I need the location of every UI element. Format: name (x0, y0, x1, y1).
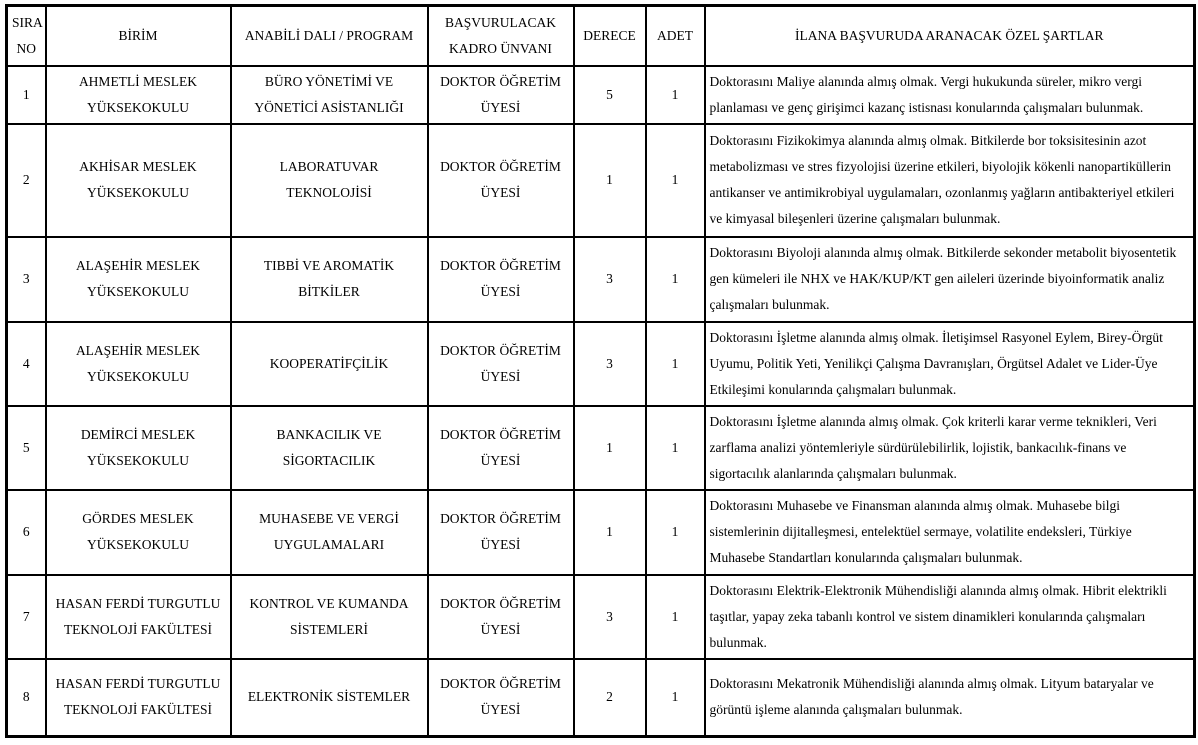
table-row (7, 490, 1195, 575)
cell-adet: 1 (646, 237, 705, 322)
cell-birim: ALAŞEHİR MESLEK YÜKSEKOKULU (46, 237, 231, 322)
cell-sira-no: 4 (7, 322, 46, 406)
table-row (7, 322, 1195, 406)
cell-program: BANKACILIK VE SİGORTACILIK (231, 406, 428, 490)
cell-birim: ALAŞEHİR MESLEK YÜKSEKOKULU (46, 322, 231, 406)
cell-kadro: DOKTOR ÖĞRETİM ÜYESİ (428, 66, 574, 124)
header-cell-derece: DERECE (574, 6, 646, 66)
cell-birim: AHMETLİ MESLEK YÜKSEKOKULU (46, 66, 231, 124)
cell-derece: 1 (574, 490, 646, 575)
cell-program: ELEKTRONİK SİSTEMLER (231, 659, 428, 737)
header-cell-ozel-sartlar: İLANA BAŞVURUDA ARANACAK ÖZEL ŞARTLAR (705, 6, 1195, 66)
cell-birim: AKHİSAR MESLEK YÜKSEKOKULU (46, 124, 231, 237)
table-row (7, 124, 1195, 237)
cell-birim: HASAN FERDİ TURGUTLU TEKNOLOJİ FAKÜLTESİ (46, 659, 231, 737)
table-row (7, 575, 1195, 659)
cell-sira-no: 1 (7, 66, 46, 124)
cell-program: LABORATUVAR TEKNOLOJİSİ (231, 124, 428, 237)
job-postings-table (5, 4, 1196, 738)
cell-program: KONTROL VE KUMANDA SİSTEMLERİ (231, 575, 428, 659)
cell-kadro: DOKTOR ÖĞRETİM ÜYESİ (428, 659, 574, 737)
table-row (7, 66, 1195, 124)
cell-program: TIBBİ VE AROMATİK BİTKİLER (231, 237, 428, 322)
cell-ozel-sartlar: Doktorasını Biyoloji alanında almış olmak. Bitkilerde sekonder metabolit biyosentetik gen kümeleri ile NHX ve HAK/KUP/KT gen aileleri üzerinde biyoinformatik analiz çalışmaları bulunmak. (705, 237, 1195, 322)
cell-ozel-sartlar: Doktorasını Elektrik-Elektronik Mühendisliği alanında almış olmak. Hibrit elektrikli taşıtlar, yapay zeka tabanlı kontrol ve sistem dinamikleri konularında çalışmaları bulunmak. (705, 575, 1195, 659)
cell-kadro: DOKTOR ÖĞRETİM ÜYESİ (428, 490, 574, 575)
header-cell-anabilim-dali-program: ANABİLİ DALI / PROGRAM (231, 6, 428, 66)
cell-kadro: DOKTOR ÖĞRETİM ÜYESİ (428, 406, 574, 490)
cell-sira-no: 2 (7, 124, 46, 237)
cell-sira-no: 6 (7, 490, 46, 575)
cell-adet: 1 (646, 490, 705, 575)
header-cell-adet: ADET (646, 6, 705, 66)
cell-adet: 1 (646, 406, 705, 490)
cell-program: MUHASEBE VE VERGİ UYGULAMALARI (231, 490, 428, 575)
cell-adet: 1 (646, 322, 705, 406)
cell-derece: 1 (574, 406, 646, 490)
cell-sira-no: 7 (7, 575, 46, 659)
cell-adet: 1 (646, 124, 705, 237)
header-cell-birim: BİRİM (46, 6, 231, 66)
cell-ozel-sartlar: Doktorasını Muhasebe ve Finansman alanında almış olmak. Muhasebe bilgi sistemlerinin dijitalleşmesi, entelektüel sermaye, volatilite endeksleri, Türkiye Muhasebe Standartları konularında çalışmaları bulunmak. (705, 490, 1195, 575)
table-row (7, 659, 1195, 737)
header-cell-sira-no: SIRA NO (7, 6, 46, 66)
cell-ozel-sartlar: Doktorasını Maliye alanında almış olmak. Vergi hukukunda süreler, mikro vergi planlaması ve genç girişimci kazanç istisnası konularında çalışmaları bulunmak. (705, 66, 1195, 124)
cell-sira-no: 5 (7, 406, 46, 490)
cell-adet: 1 (646, 66, 705, 124)
cell-birim: HASAN FERDİ TURGUTLU TEKNOLOJİ FAKÜLTESİ (46, 575, 231, 659)
cell-adet: 1 (646, 659, 705, 737)
cell-derece: 5 (574, 66, 646, 124)
cell-birim: GÖRDES MESLEK YÜKSEKOKULU (46, 490, 231, 575)
cell-derece: 3 (574, 322, 646, 406)
cell-ozel-sartlar: Doktorasını Fizikokimya alanında almış olmak. Bitkilerde bor toksisitesinin azot metabolizması ve stres fizyolojisi üzerine etkileri, biyolojik kökenli nanopartiküllerin antikanser ve antimikrobiyal uygulamaları, ozonlanmış yağların antibakteriyel etkileri ve kimyasal bileşenleri üzerine çalışmaları bulunmak. (705, 124, 1195, 237)
cell-ozel-sartlar: Doktorasını İşletme alanında almış olmak. Çok kriterli karar verme teknikleri, Veri zarflama analizi yöntemleriyle sürdürülebilirlik, lojistik, bankacılık-finans ve sigortacılık alanlarında çalışmaları bulunmak. (705, 406, 1195, 490)
cell-ozel-sartlar: Doktorasını İşletme alanında almış olmak. İletişimsel Rasyonel Eylem, Birey-Örgüt Uyumu, Politik Yeti, Yenilikçi Çalışma Davranışları, Örgütsel Adalet ve Lider-Üye Etkileşimi konularında çalışmaları bulunmak. (705, 322, 1195, 406)
cell-ozel-sartlar: Doktorasını Mekatronik Mühendisliği alanında almış olmak. Lityum bataryalar ve görüntü işleme alanında çalışmaları bulunmak. (705, 659, 1195, 737)
table-header-row (7, 6, 1195, 66)
cell-adet: 1 (646, 575, 705, 659)
cell-kadro: DOKTOR ÖĞRETİM ÜYESİ (428, 322, 574, 406)
cell-program: BÜRO YÖNETİMİ VE YÖNETİCİ ASİSTANLIĞI (231, 66, 428, 124)
cell-kadro: DOKTOR ÖĞRETİM ÜYESİ (428, 237, 574, 322)
table-row (7, 237, 1195, 322)
header-cell-kadro-unvani: BAŞVURULACAK KADRO ÜNVANI (428, 6, 574, 66)
cell-derece: 3 (574, 575, 646, 659)
cell-program: KOOPERATİFÇİLİK (231, 322, 428, 406)
cell-derece: 3 (574, 237, 646, 322)
cell-sira-no: 8 (7, 659, 46, 737)
cell-derece: 2 (574, 659, 646, 737)
cell-birim: DEMİRCİ MESLEK YÜKSEKOKULU (46, 406, 231, 490)
cell-sira-no: 3 (7, 237, 46, 322)
cell-kadro: DOKTOR ÖĞRETİM ÜYESİ (428, 124, 574, 237)
cell-derece: 1 (574, 124, 646, 237)
cell-kadro: DOKTOR ÖĞRETİM ÜYESİ (428, 575, 574, 659)
table-row (7, 406, 1195, 490)
